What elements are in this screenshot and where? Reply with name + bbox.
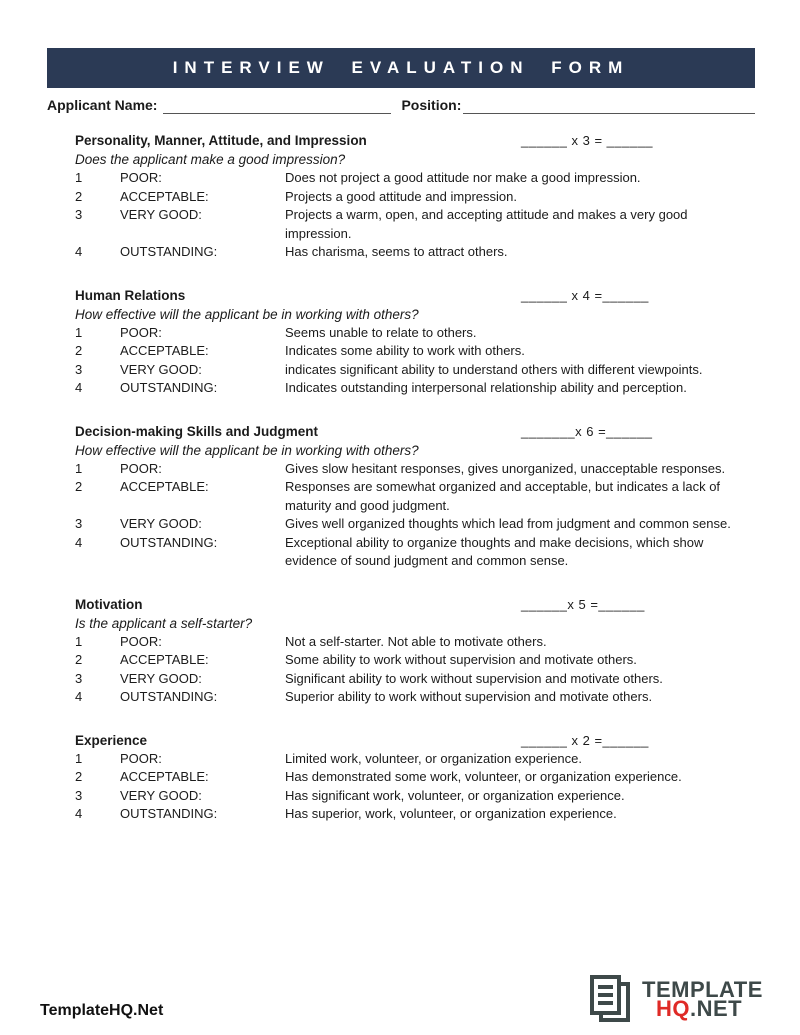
rating-row (75, 688, 755, 707)
rating-label: POOR: (120, 460, 162, 476)
rating-number: 1 (75, 750, 83, 766)
rating-label: POOR: (120, 170, 162, 185)
logo-line-template: TEMPLATE (642, 977, 763, 1002)
rating-row (75, 324, 755, 343)
section-title: Personality, Manner, Attitude, and Impression (75, 133, 367, 148)
rating-number: 3 (75, 361, 83, 377)
rating-number: 1 (75, 633, 83, 649)
rating-description: Has demonstrated some work, volunteer, or organization experience. (285, 769, 682, 784)
section-title: Human Relations (75, 287, 186, 303)
section-title: Experience (75, 732, 148, 748)
section-personality (75, 132, 755, 262)
rating-description: Has significant work, volunteer, or organization experience. (285, 787, 625, 803)
rating-description: Not a self-starter. Not able to motivate others. (285, 633, 547, 649)
rating-row (75, 243, 755, 262)
position-blank (463, 99, 755, 114)
section-question: Does the applicant make a good impression? (75, 152, 346, 167)
rating-label: OUTSTANDING: (120, 244, 218, 259)
rating-label: POOR: (120, 750, 162, 766)
rating-description: Significant ability to work without supervision and motivate others. (285, 670, 663, 686)
rating-label: ACCEPTABLE: (120, 479, 209, 494)
score-multiplier-blank: ______ x 2 =______ (521, 732, 649, 748)
section-human-relations (75, 287, 755, 398)
rating-row (75, 478, 755, 515)
rating-number: 2 (75, 652, 83, 667)
section-title: Motivation (75, 596, 143, 612)
rating-row (75, 805, 755, 824)
rating-row (75, 188, 755, 207)
section-question: How effective will the applicant be in working with others? (75, 442, 419, 458)
rating-description: Indicates outstanding interpersonal relationship ability and perception. (285, 380, 687, 395)
logo-net-text: .NET (690, 996, 743, 1021)
rating-number: 2 (75, 188, 83, 204)
rating-row (75, 361, 755, 380)
section-question: Is the applicant a self-starter? (75, 615, 253, 631)
rating-description: Projects a warm, open, and accepting attitude and makes a very good impression. (285, 207, 688, 241)
document-pages-icon (586, 973, 638, 1025)
applicant-name-blank (163, 99, 391, 114)
rating-description: Exceptional ability to organize thoughts and make decisions, which show evidence of sound judgment and common sense. (285, 534, 704, 568)
rating-description: Superior ability to work without supervision and motivate others. (285, 689, 653, 704)
rating-row (75, 534, 755, 571)
rating-description: indicates significant ability to understand others with different viewpoints. (285, 361, 703, 377)
rating-description: Seems unable to relate to others. (285, 324, 477, 340)
rating-number: 4 (75, 244, 83, 259)
rating-description: Gives well organized thoughts which lead from judgment and common sense. (285, 516, 731, 531)
rating-description: Limited work, volunteer, or organization experience. (285, 750, 582, 766)
watermark-text: TemplateHQ.Net (40, 1002, 164, 1019)
rating-label: ACCEPTABLE: (120, 188, 209, 204)
rating-number: 2 (75, 343, 83, 358)
rating-row (75, 633, 755, 652)
section-experience (75, 732, 755, 824)
section-heading (75, 287, 755, 305)
score-multiplier-blank: ______ x 4 =______ (521, 287, 649, 303)
rating-label: ACCEPTABLE: (120, 652, 209, 667)
rating-row (75, 768, 755, 787)
rating-label: OUTSTANDING: (120, 689, 218, 704)
score-multiplier-blank: ______x 5 =______ (521, 596, 645, 612)
section-motivation (75, 596, 755, 707)
section-heading (75, 732, 755, 750)
rating-number: 3 (75, 670, 83, 686)
applicant-name-label: Applicant Name: (47, 97, 158, 113)
score-multiplier-blank: _______x 6 =______ (521, 423, 653, 439)
section-heading (75, 596, 755, 614)
templatehq-logo (586, 973, 796, 1025)
rating-number: 4 (75, 689, 83, 704)
rating-description: Has superior, work, volunteer, or organization experience. (285, 806, 617, 821)
rating-label: ACCEPTABLE: (120, 343, 209, 358)
rating-number: 4 (75, 806, 83, 821)
rating-row (75, 787, 755, 806)
rating-number: 3 (75, 516, 83, 531)
section-decision-making (75, 423, 755, 571)
rating-description: Has charisma, seems to attract others. (285, 244, 508, 259)
rating-number: 4 (75, 380, 83, 395)
rating-label: POOR: (120, 633, 162, 649)
rating-description: Some ability to work without supervision and motivate others. (285, 652, 637, 667)
rating-row (75, 515, 755, 534)
position-label: Position: (401, 97, 462, 113)
rating-number: 2 (75, 769, 83, 784)
rating-row (75, 750, 755, 769)
rating-description: Does not project a good attitude nor make a good impression. (285, 170, 641, 185)
form-sections (75, 132, 755, 849)
rating-label: OUTSTANDING: (120, 806, 218, 821)
rating-label: OUTSTANDING: (120, 534, 218, 550)
rating-row (75, 206, 755, 243)
logo-text (642, 977, 763, 1021)
rating-description: Responses are somewhat organized and acceptable, but indicates a lack of maturity and good judgment. (285, 479, 721, 513)
rating-label: VERY GOOD: (120, 670, 202, 686)
rating-row (75, 460, 755, 479)
rating-description: Gives slow hesitant responses, gives unorganized, unacceptable responses. (285, 460, 726, 476)
rating-number: 1 (75, 460, 83, 476)
rating-description: Indicates some ability to work with others. (285, 343, 525, 358)
rating-row (75, 342, 755, 361)
rating-label: OUTSTANDING: (120, 380, 218, 395)
rating-number: 2 (75, 479, 83, 494)
form-title: INTERVIEW EVALUATION FORM (172, 58, 630, 77)
rating-row (75, 379, 755, 398)
section-title: Decision-making Skills and Judgment (75, 423, 319, 439)
form-title-bar (47, 48, 755, 88)
section-heading (75, 423, 755, 441)
score-multiplier-blank: ______ x 3 = ______ (521, 133, 654, 148)
rating-label: VERY GOOD: (120, 361, 202, 377)
rating-label: VERY GOOD: (120, 787, 202, 803)
rating-label: VERY GOOD: (120, 516, 202, 531)
rating-label: POOR: (120, 324, 162, 340)
rating-number: 1 (75, 170, 83, 185)
rating-number: 3 (75, 787, 83, 803)
rating-number: 1 (75, 324, 83, 340)
rating-row (75, 169, 755, 188)
section-heading (75, 132, 755, 150)
rating-row (75, 670, 755, 689)
applicant-fields-row (47, 96, 755, 114)
rating-label: VERY GOOD: (120, 207, 202, 222)
rating-number: 3 (75, 207, 83, 222)
rating-label: ACCEPTABLE: (120, 769, 209, 784)
rating-number: 4 (75, 534, 83, 550)
logo-hq-text: HQ (656, 996, 690, 1021)
rating-description: Projects a good attitude and impression. (285, 188, 517, 204)
section-question: How effective will the applicant be in working with others? (75, 306, 419, 322)
rating-row (75, 651, 755, 670)
